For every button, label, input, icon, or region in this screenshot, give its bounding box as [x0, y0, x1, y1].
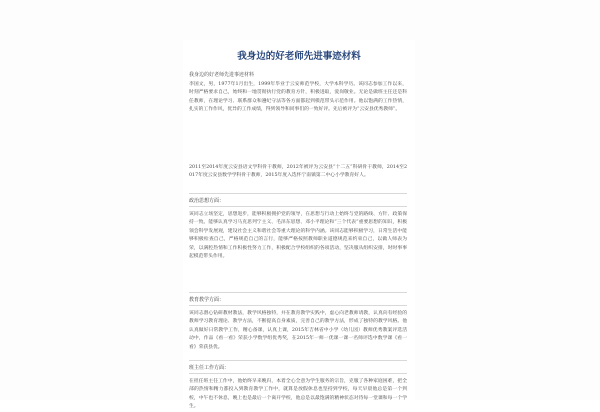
section-divider [189, 292, 407, 293]
document-page [183, 40, 415, 410]
section-heading-teaching: 教育教学方面： [189, 297, 225, 303]
section-body-politics: 该同志立场坚定，思想进步，能够积极拥护党的领导，在思想与行动上始终与党的路线、方针、政策保持一致。能够认真学习马克思列宁主义、毛泽东思想、邓小平理论和“三个代表”重要思想的知识，积极领会科学发展观，建设社会主义和谐社会等重大理论的科学内涵。该同志能够积极学习，日常生活中能够积极检查自己，严格规范自己的言行，能够严格按照教师职业道德规范来约束自己，以做人师表为荣，以满腔热情和工作积极性努力工作，积极配合学校组织的各项活动，坚决服从组织安排，时时事事起模范带头作用。 [189, 212, 407, 260]
section-heading-politics: 政治思想方面： [189, 198, 225, 204]
section-divider [189, 206, 407, 207]
intro-paragraph: 李国文，男，1977年1月出生，1999年毕业于云安师范学校，大学本科学历。该同志参加工作以来，时刻严格要求自己，始终和一地贯彻执行党的教育方针，积极进取，爱岗敬业。无论是做班主任还是科任教师，在理论学习、联系群众和遵纪守法等各方面都起到模范带头示范作用。他以饱满的工作热情，扎实的工作作风，优异的工作成绩，得到领导和同事们的一致好评。先后被评为“云安县优秀教师”。 [189, 82, 407, 113]
section-body-class-teacher: 在担任班主任工作中，他始终早来晚归，本着全心全意为学生服务的宗旨，克服了各种家庭困难，把全部的热情和精力都投入到教育教学工作中，就算是放假休息也坚持到学校，每天早晨他总是第一个到校，中午也不休息，晚上也是最后一个离开学校，他总是以最饱满的精神状态对待每一堂课和每一个学生。 [189, 379, 407, 410]
section-divider [189, 305, 407, 306]
document-title: 我身边的好老师先进事迹材料 [237, 51, 361, 62]
section-body-teaching: 该同志潜心钻研教材教法，教学风格独特，并在教育教学实践中，虚心向老教师请教，认真向有经验的教师学习教育理论、教学方法，不断提高自身素质，完善自己的教学方法，形成了独特的教学风格。他认真做好日常教学工作，精心备课，认真上课，2015年吉林省中小学（幼儿园）教师优秀教案评选活动中，作品《看一看》荣获小学数学组优秀奖，在2015年一师一优课一课一名师评选中数学课《看一看》荣获县优。 [189, 311, 407, 350]
section-divider [189, 193, 407, 194]
section-heading-class-teacher: 班主任工作方面： [189, 365, 230, 371]
section-divider [189, 360, 407, 361]
document-subtitle: 我身边的好老师先进事迹材料 [189, 72, 255, 78]
section-divider [189, 373, 407, 374]
honors-paragraph: 2011至2014年度云安县语文学科骨干教师，2012年被评为云安县“十二五”科研骨干教师，2014至2017年度云安县数学学科骨干教师，2015年度入选怀宁南镇第二中心小学教育好人。 [189, 165, 407, 179]
